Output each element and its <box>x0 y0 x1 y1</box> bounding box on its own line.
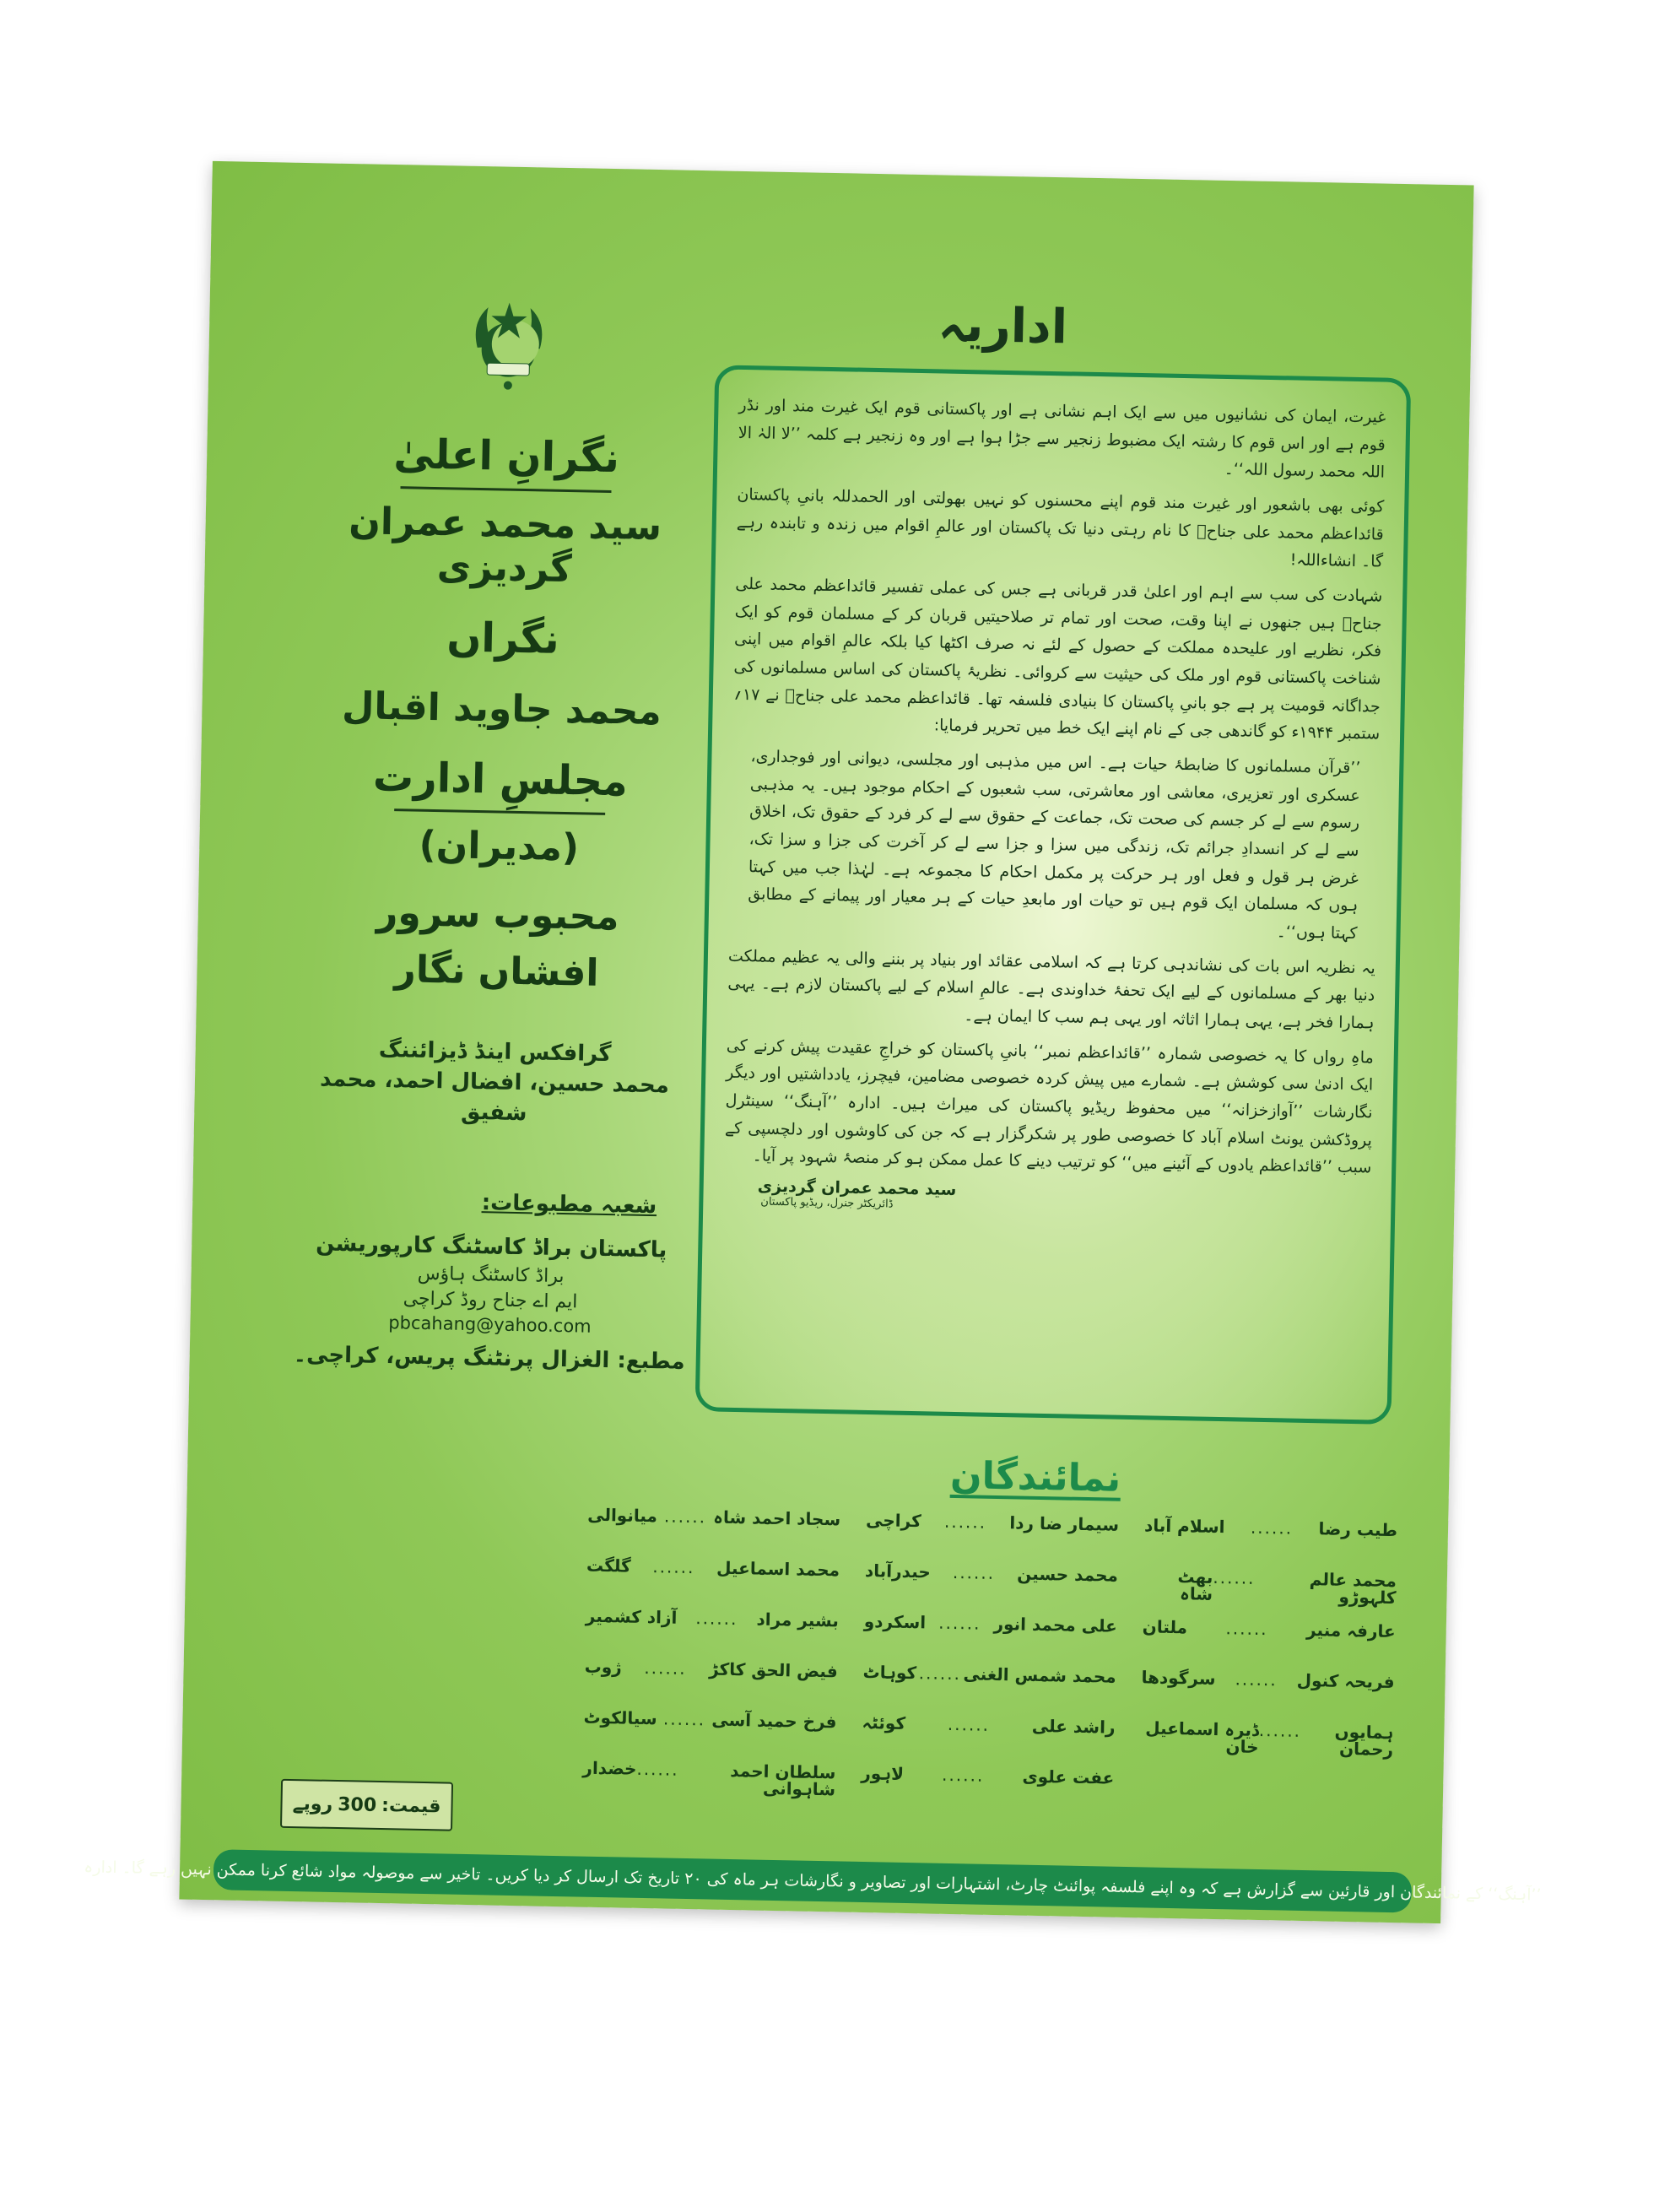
address: ایم اے جناح روڈ کراچی <box>403 1288 578 1313</box>
dots: ...... <box>652 1556 695 1578</box>
rep-place: میانوالی <box>586 1504 658 1527</box>
crescent-star-wreath-icon <box>462 297 556 400</box>
dots: ...... <box>695 1608 738 1630</box>
rep-place: ملتان <box>1142 1616 1188 1638</box>
rep-row <box>585 1605 840 1663</box>
rep-name: سلطان احمد شاہوانی <box>730 1760 836 1800</box>
rep-name: راشد علی <box>1031 1715 1116 1738</box>
representatives-list <box>582 1504 1398 1800</box>
rep-row <box>1140 1719 1394 1775</box>
rep-name: ہمایوں رحمان <box>1334 1721 1394 1760</box>
rep-row <box>863 1610 1118 1668</box>
chief-name: سید محمد عمران گردیزی <box>348 499 662 592</box>
rep-row <box>1141 1668 1395 1724</box>
corporation-name: پاکستان براڈ کاسٹنگ کارپوریشن <box>315 1230 667 1263</box>
editor-2: افشاں نگار <box>394 947 600 995</box>
editors-label: (مدیران) <box>419 823 580 870</box>
rep-name: محمد اسماعیل <box>716 1557 840 1581</box>
signature-name: سید محمد عمران گردیزی <box>757 1176 957 1200</box>
email[interactable]: pbcahang@yahoo.com <box>388 1312 592 1337</box>
rep-name: سجاد احمد شاہ <box>713 1506 841 1530</box>
signature-title: ڈائریکٹر جنرل، ریڈیو پاکستان <box>760 1195 894 1211</box>
editorial-body <box>724 392 1386 1182</box>
rep-place: ژوب <box>584 1656 623 1678</box>
rep-place: حیدرآباد <box>864 1560 932 1582</box>
divider <box>401 486 612 493</box>
rep-row <box>584 1658 838 1714</box>
dots: ...... <box>941 1764 985 1786</box>
dots: ...... <box>938 1612 981 1634</box>
house-name: براڈ کاسٹنگ ہاؤس <box>417 1263 565 1287</box>
editorial-box <box>695 365 1412 1425</box>
dots: ...... <box>1235 1668 1278 1690</box>
divider <box>394 809 605 815</box>
rep-row <box>862 1714 1116 1770</box>
rep-name: عفت علوی <box>1022 1766 1115 1788</box>
price-amount: 300 <box>337 1793 377 1816</box>
price-unit: روپے <box>292 1793 333 1815</box>
rep-place: سیالکوٹ <box>583 1706 657 1729</box>
rep-place: کوہاٹ <box>862 1661 917 1684</box>
rep-name: سیمار ضا ردا <box>1009 1512 1120 1535</box>
rep-place: آزاد کشمیر <box>585 1605 678 1628</box>
dots: ...... <box>662 1708 706 1730</box>
chief-label: نگرانِ اعلیٰ <box>393 430 620 483</box>
rep-row <box>1143 1567 1397 1623</box>
rep-place: کوئٹہ <box>862 1712 906 1733</box>
dots: ...... <box>943 1511 987 1533</box>
rep-row <box>1142 1618 1396 1674</box>
rep-row <box>862 1663 1116 1719</box>
dots: ...... <box>952 1561 996 1583</box>
rep-row <box>581 1757 836 1815</box>
rep-place: کراچی <box>865 1510 921 1532</box>
rep-row <box>865 1512 1119 1567</box>
supervisor-label: نگراں <box>446 614 560 664</box>
editorial-paragraph: شہادت کی سب سے اہم اور اعلیٰ قدر قربانی ہے جس کی عملی تفسیر قائداعظم محمد علی جناحؒ ہیں جنھوں نے اپنا وقت، صحت اور تمام تر صلاحیتیں قربان کر کے مسلمان قوم کو ایک فکر، نظریے اور علیحدہ مملکت کے حصول کے لئے نہ صرف اکٹھا کیا بلکہ عالمِ اقوام میں اپنی شناخت پاکستانی قوم اور ملک کی حیثیت سے کروائی۔ نظریۂ پاکستان کی اساس مسلمانوں کی جداگانہ قومیت پر ہے جو بانیِ پاکستان کا بنیادی فلسفہ تھا۔ قائداعظم محمد علی جناحؒ نے ۱۷؍ ستمبر ۱۹۴۴ء کو گاندھی جی کے نام اپنے ایک خط میں تحریر فرمایا: <box>732 574 1383 744</box>
dots: ...... <box>636 1758 679 1780</box>
dots: ...... <box>1258 1719 1302 1741</box>
editorial-paragraph: کوئی بھی باشعور اور غیرت مند قوم اپنے محسنوں کو نہیں بھولتی اور الحمدللہ بانیِ پاکستان قائداعظم محمد علی جناحؒ کا نام رہتی دنیا تک پاکستان اور عالمِ اقوام میں زندہ و تابندہ رہے گا۔ انشاءاللہ! <box>736 484 1385 571</box>
rep-name: محمد شمس الغنی <box>963 1663 1116 1687</box>
reps-column-1 <box>1140 1517 1398 1775</box>
rep-row <box>1143 1517 1397 1572</box>
rep-place: خضدار <box>582 1757 637 1779</box>
editorial-title: اداریہ <box>938 297 1068 355</box>
magazine-page <box>84 161 1542 1923</box>
printer: مطبع: الغزال پرنٹنگ پریس، کراچی۔ <box>293 1342 685 1375</box>
rep-name: بشیر مراد <box>756 1609 840 1631</box>
graphics-names: محمد حسین، افضال احمد، محمد شفیق <box>319 1066 670 1127</box>
dots: ...... <box>663 1506 707 1528</box>
notice-banner: ’’آہنگ‘‘ کے نمائندگان اور قارئین سے گزارش ہے کہ وہ اپنے فلسفہ پوائنٹ چارٹ، اشتہارات اور تصاویر و نگارشات ہر ماہ کی ۲۰ تاریخ تک ارسال کر دیا کریں۔ تاخیر سے موصولہ مواد شائع کرنا ممکن نہیں رہے گا۔ ادارہ <box>213 1849 1413 1912</box>
rep-name: علی محمد انور <box>993 1613 1118 1636</box>
graphics-label: گرافکس اینڈ ڈیزائننگ <box>378 1036 612 1067</box>
rep-name: محمد حسین <box>1017 1563 1119 1586</box>
board-label: مجلسِ ادارت <box>372 753 629 805</box>
dots: ...... <box>644 1657 687 1679</box>
price-label: قیمت: <box>381 1794 441 1817</box>
editorial-paragraph: ماہِ رواں کا یہ خصوصی شمارہ ’’قائداعظم نمبر‘‘ بانیِ پاکستان کو خراجِ عقیدت پیش کرنے کی ایک ادنیٰ سی کوشش ہے۔ شمارے میں پیش کردہ خصوصی مضامین، فیچرز، یادداشتیں اور دیگر نگارشات ’’آوازخزانہ‘‘ میں محفوظ ریڈیو پاکستان کی میراث ہیں۔ ادارہ ’’آہنگ‘‘ سینٹرل پروڈکشن یونٹ اسلام آباد کا خصوصی طور پر شکرگزار ہے کہ جن کی کاوشوں اور دلچسپی کے سبب ’’قائداعظم یادوں کے آئینے میں‘‘ کو ترتیب دینے کا عمل ممکن ہو کر منصۂ شہود پر آیا۔ <box>724 1036 1374 1177</box>
price-box <box>280 1779 453 1831</box>
rep-place: سرگودھا <box>1141 1667 1216 1689</box>
dots: ...... <box>1250 1517 1294 1539</box>
editor-1: محبوب سرور <box>376 890 619 939</box>
signature <box>723 1176 1371 1220</box>
representatives-heading: نمائندگان <box>949 1453 1121 1501</box>
reps-column-3 <box>581 1506 840 1815</box>
rep-name: عارفہ منیر <box>1305 1620 1396 1642</box>
rep-row <box>586 1557 840 1613</box>
editorial-quote: ’’قرآن مسلمانوں کا ضابطۂ حیات ہے۔ اس میں مذہبی اور مجلسی، دیوانی اور فوجداری، عسکری اور تعزیری، معاشی اور معاشرتی، سب شعبوں کے احکام موجود ہیں۔ یہ مذہبی رسوم سے لے کر جسم کی صحت تک، جماعت کے حقوق سے لے کر فرد کے حقوق تک، اخلاق سے لے کر انسدادِ جرائم تک، زندگی میں سزا و جزا سے لے کر آخرت کی جزا و سزا تک، غرض ہر قول و فعل اور ہر حرکت پر مکمل احکام کا مجموعہ ہے۔ لہٰذا جب میں کہتا ہوں کہ مسلمان ایک قوم ہیں تو حیات اور مابعدِ حیات کے ہر معیار اور پیمانے کے مطابق کہتا ہوں‘‘۔ <box>748 747 1361 944</box>
rep-place: اسلام آباد <box>1143 1515 1225 1538</box>
rep-place: لاہور <box>861 1762 905 1784</box>
rep-place: گلگت <box>586 1555 631 1577</box>
rep-place: ڈیرہ اسماعیل خان <box>1145 1717 1260 1757</box>
editorial-paragraph: غیرت، ایمان کی نشانیوں میں سے ایک اہم نشانی ہے اور پاکستانی قوم ایک غیرت مند اور نڈر قوم ہے اور اس قوم کا رشتہ ایک مضبوط زنجیر سے جڑا ہوا ہے اور وہ زنجیر ہے کلمہ ’’لا الہٰ الا اللہ محمد رسول اللہ‘‘۔ <box>738 395 1386 482</box>
supervisor-name: محمد جاوید اقبال <box>341 684 662 733</box>
editorial-paragraph: یہ نظریہ اس بات کی نشاندہی کرتا ہے کہ اسلامی عقائد اور بنیاد پر بننے والی یہ عظیم مملکت دنیا بھر کے مسلمانوں کے لیے ایک تحفۂ خداوندی ہے۔ عالمِ اسلام کے لیے پاکستان لازم ہے۔ یہی ہمارا فخر ہے، یہی ہمارا اثاثہ اور یہی ہم سب کا ایمان ہے۔ <box>727 946 1376 1033</box>
masthead-column <box>290 294 707 1377</box>
dots: ...... <box>918 1663 962 1685</box>
dots: ...... <box>1225 1618 1268 1640</box>
rep-place: بھٹ شاہ <box>1177 1566 1213 1604</box>
rep-row <box>583 1706 837 1765</box>
dots: ...... <box>947 1713 991 1735</box>
rep-name: طیب رضا <box>1318 1518 1398 1541</box>
rep-row <box>864 1562 1118 1618</box>
publications-label: شعبہ مطبوعات: <box>481 1189 657 1219</box>
dots: ...... <box>1213 1566 1256 1588</box>
rep-place: اسکردو <box>863 1610 927 1633</box>
rep-row <box>586 1506 840 1562</box>
rep-name: فرخ حمید آسی <box>711 1709 837 1733</box>
reps-column-2 <box>860 1512 1119 1820</box>
rep-name: محمد عالم کلہوڑو <box>1309 1569 1397 1609</box>
rep-row <box>860 1762 1115 1820</box>
rep-name: فیض الحق کاکڑ <box>708 1658 838 1682</box>
rep-name: فریحہ کنول <box>1296 1669 1395 1693</box>
